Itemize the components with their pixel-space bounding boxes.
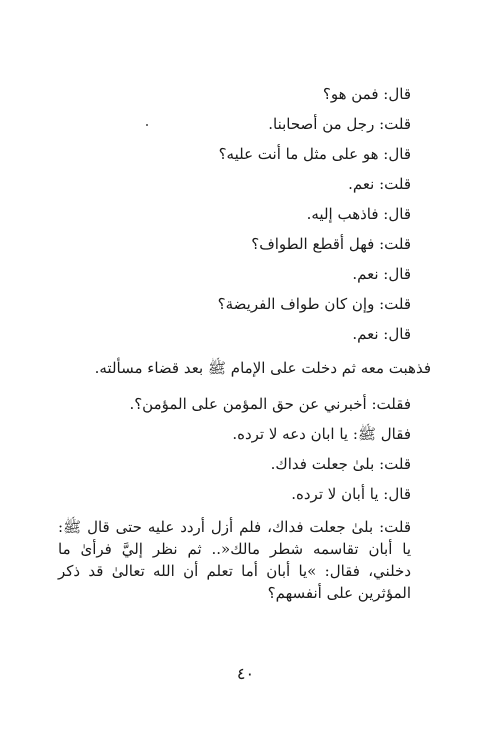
closing-paragraph: قلت: بلىٰ جعلت فداك، فلم أزل أردد عليه حتى قال ﷺ: يا أبان تقاسمه شطر مالك«.. ثم نظر إليَّ فرأىٰ ما دخلني، فقال: »يا أبان أما تعلم أن الله تعالىٰ قد ذكر المؤثرين على أنفسهم؟: [58, 518, 411, 602]
dialogue-line-4: قلت: نعم.: [348, 175, 411, 193]
ink-speck: [146, 124, 148, 126]
dialogue-line-2: قلت: رجل من أصحابنا.: [268, 115, 411, 133]
narration-line: فذهبت معه ثم دخلت على الإمام ﷺ بعد قضاء مسألته.: [94, 359, 431, 377]
dialogue-line-11: فقال ﷺ: يا ابان دعه لا ترده.: [232, 425, 411, 443]
dialogue-line-6: قلت: فهل أقطع الطواف؟: [251, 235, 411, 253]
dialogue-line-10: فقلت: أخبرني عن حق المؤمن على المؤمن؟.: [129, 395, 411, 413]
dialogue-line-1: قال: فمن هو؟: [322, 85, 411, 103]
dialogue-line-5: قال: فاذهب إليه.: [306, 205, 411, 223]
dialogue-line-8: قلت: وإن كان طواف الفريضة؟: [217, 295, 411, 313]
dialogue-line-13: قال: يا أبان لا ترده.: [291, 485, 411, 503]
page-number: ٤٠: [236, 664, 255, 683]
dialogue-line-12: قلت: بلىٰ جعلت فداك.: [270, 455, 411, 473]
dialogue-line-7: قال: نعم.: [352, 265, 411, 283]
dialogue-line-3: قال: هو على مثل ما أنت عليه؟: [218, 145, 411, 163]
dialogue-line-9: قال: نعم.: [352, 325, 411, 343]
